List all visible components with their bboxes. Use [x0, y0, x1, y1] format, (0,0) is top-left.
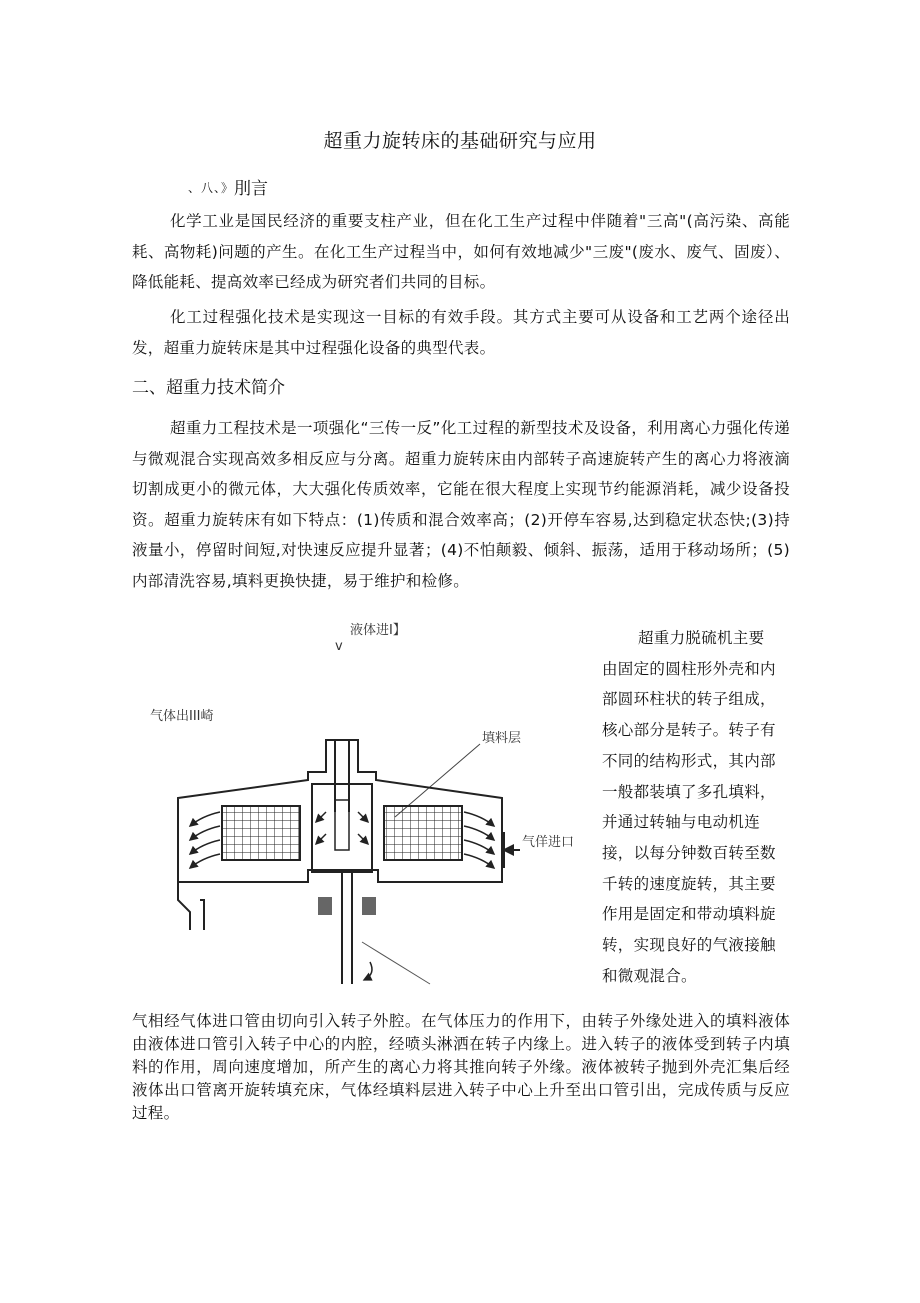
packing-right — [384, 806, 462, 860]
rotation-arrow — [364, 962, 372, 980]
flow-arrows-core — [316, 812, 368, 844]
label-packing-layer: 填料层 — [482, 731, 522, 746]
label-liquid-inlet: 液体进I】 — [350, 623, 406, 638]
rotor-hub — [335, 800, 349, 850]
section1-heading — [188, 174, 268, 199]
paragraph-intro-1 — [132, 206, 790, 298]
paragraph-technology-text: 超重力工程技术是一项强化“三传一反”化工过程的新型技术及设备，利用离心力强化传递与微观混合实现高效多相反应与分离。超重力旋转床由内部转子高速旋转产生的离心力将液滴切割成更小的微元体，大大强化传质效率，它能在很大程度上实现节约能源消耗，减少设备投资。超重力旋转床有如下特点：(1)传质和混合效率高；(2)开停车容易,达到稳定状态快;(3)持液量小，停留时间短,对快速反应提升显著；(4)不怕颠毅、倾斜、振荡，适用于移动场所；(5)内部清洗容易,填料更换快捷，易于维护和检修。 — [132, 419, 790, 590]
section1-prefix: 、八、》 — [188, 181, 235, 195]
paragraph-technology — [132, 413, 790, 596]
rotor-core — [312, 784, 372, 872]
liquid-outlet-pipe — [178, 882, 204, 930]
side-description-first-line: 超重力脱硫机主要 — [638, 629, 765, 647]
side-description — [602, 623, 788, 991]
paragraph-process: 气相经气体进口管由切向引入转子外腔。在气体压力的作用下，由转子外缘处进入的填料液体由液体进口管引入转子中心的内腔，经喷头淋洒在转子内缘上。进入转子的液体受到转子内填料的作用，周向速度增加，所产生的离心力将其推向转子外缘。液体被转子抛到外壳汇集后经液体出口管离开旋转填充床，气体经填料层进入转子中心上升至出口管引出，完成传质与反应过程。 — [132, 1012, 790, 1122]
bearing-right — [362, 897, 376, 915]
document-title: 超重力旋转床的基础研究与应用 — [323, 130, 597, 152]
paragraph-intro-1-text: 化学工业是国民经济的重要支柱产业，但在化工生产过程中伴随着"三高"(高污染、高能耗、高物耗)问题的产生。在化工生产过程当中，如何有效地减少"三废"(废水、废气、固废）、降低能耗、提高效率已经成为研究者们共同的目标。 — [132, 212, 790, 291]
label-liquid-arrow: v — [335, 639, 343, 654]
rotating-bed-diagram — [130, 612, 590, 992]
label-gas-outlet: 气体出III崎 — [150, 709, 214, 724]
section1-heading-text: 刖言 — [234, 179, 269, 199]
flow-arrows-right — [464, 812, 494, 868]
packing-left — [222, 806, 300, 860]
shaft-leader-line — [362, 942, 430, 984]
bearing-left — [318, 897, 332, 915]
paragraph-intro-2 — [132, 302, 790, 363]
side-description-body: 由固定的圆柱形外壳和内部圆环柱状的转子组成，核心部分是转子。转子有不同的结构形式，其内部一般都装填了多孔填料，并通过转轴与电动机连接，以每分钟数百转至数千转的速度旋转，其主要作用是固定和带动填料旋转，实现良好的气液接触和微观混合。 — [602, 659, 776, 985]
flow-arrows-left — [190, 812, 220, 868]
section2-heading: 二、超重力技术简介 — [132, 378, 285, 398]
label-gas-inlet: 气佯进口 — [522, 835, 575, 850]
paragraph-intro-2-text: 化工过程强化技术是实现这一目标的有效手段。其方式主要可从设备和工艺两个途径出发，超重力旋转床是其中过程强化设备的典型代表。 — [132, 308, 790, 357]
